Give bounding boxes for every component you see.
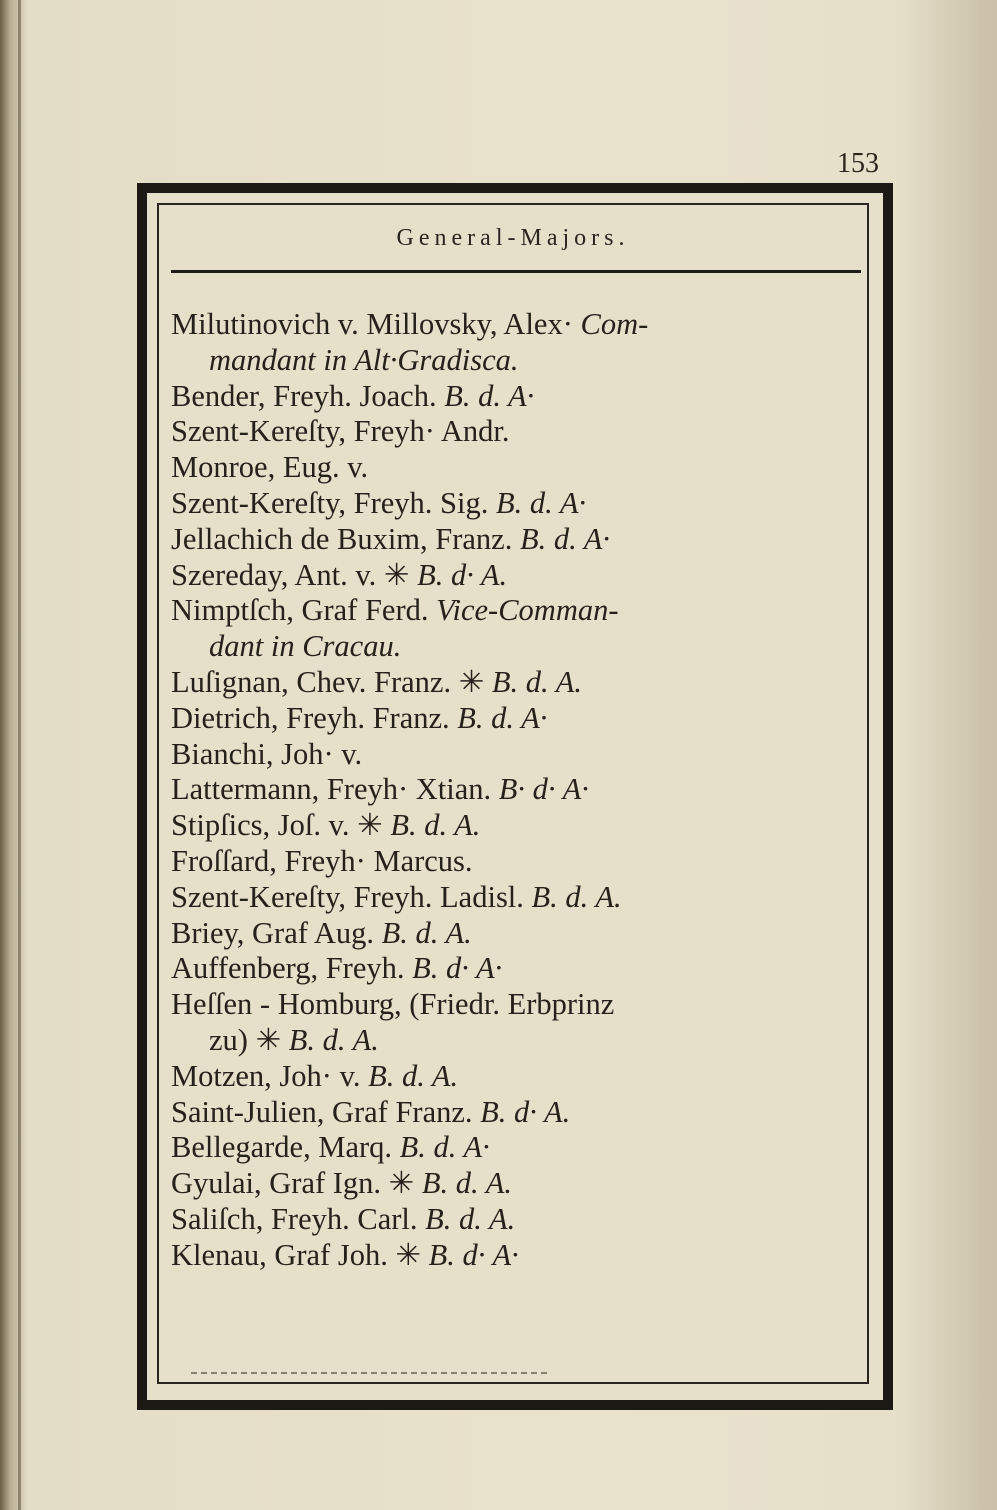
entry-text: Motzen, Joh· v. (171, 1058, 369, 1093)
entry-text: Jellachich de Buxim, Franz. (171, 521, 520, 556)
entry-text: Bellegarde, Marq. (171, 1130, 400, 1165)
entry-line (171, 951, 863, 987)
entry-continuation-line (171, 343, 863, 379)
entry-text: zu) ✳ (209, 1022, 289, 1057)
entry-text: Bianchi, Joh· v. (171, 736, 363, 771)
entry-line (171, 1202, 863, 1238)
entry-line (171, 1166, 863, 1202)
entry-line (171, 808, 863, 844)
entry-italic-text: B. d· A· (412, 951, 503, 986)
entry-italic-text: B. d. A· (496, 485, 587, 520)
entry-italic-text: B. d. A. (531, 879, 622, 914)
entry-italic-text: B. d. A. (421, 1166, 512, 1201)
entry-italic-text: B. d. A· (399, 1130, 490, 1165)
entry-text: Szereday, Ant. v. ✳ (171, 557, 418, 592)
entry-italic-text: Vice-Comman- (436, 593, 619, 628)
inner-frame-border (157, 203, 869, 1384)
entry-italic-text: B. d. A. (425, 1201, 516, 1236)
entry-line (171, 307, 863, 343)
entry-text: Milutinovich v. Millovsky, Alex· (171, 307, 581, 341)
entry-text: Stipſics, Joſ. v. ✳ (171, 808, 391, 843)
entry-continuation-line (171, 629, 863, 665)
entry-text: Saint-Julien, Graf Franz. (171, 1094, 481, 1129)
entry-italic-text: B. d. A. (390, 808, 481, 843)
entry-text: Szent-Kereſty, Freyh· Andr. (171, 414, 510, 449)
entry-line (171, 880, 863, 916)
entry-text: Szent-Kereſty, Freyh. Ladisl. (171, 879, 532, 914)
entry-text: Dietrich, Freyh. Franz. (171, 700, 458, 735)
entry-line (171, 450, 863, 486)
section-header: General-Majors. (396, 225, 630, 251)
entry-line (171, 987, 863, 1023)
entry-line (171, 1095, 863, 1131)
entry-italic-text: B. d. A. (288, 1022, 379, 1057)
entry-line (171, 1059, 863, 1095)
page-number: 153 (837, 148, 879, 179)
entry-text: Saliſch, Freyh. Carl. (171, 1201, 426, 1236)
gutter-shadow (18, 0, 21, 1510)
entry-text: Lattermann, Freyh· Xtian. (171, 772, 499, 807)
entry-text: Gyulai, Graf Ign. ✳ (171, 1166, 422, 1201)
entry-line (171, 1238, 863, 1274)
entry-text: Nimptſch, Graf Ferd. (171, 593, 437, 628)
entry-italic-text: B. d. A· (457, 700, 548, 735)
entry-line (171, 916, 863, 952)
entry-text: Auffenberg, Freyh. (171, 951, 413, 986)
entry-italic-text: B. d. A. (381, 915, 472, 950)
entry-text: Klenau, Graf Joh. ✳ (171, 1237, 429, 1272)
entry-text: Bender, Freyh. Joach. (171, 378, 445, 413)
entry-italic-text: B. d· A. (480, 1094, 571, 1129)
entry-text: Froſſard, Freyh· Marcus. (171, 843, 473, 878)
entry-italic-text: B. d. A. (368, 1058, 459, 1093)
entry-italic-text: B. d· A· (428, 1237, 519, 1272)
entry-italic-text: B. d. A. (491, 664, 582, 699)
entry-italic-text: B. d. A· (444, 378, 535, 413)
entry-continuation-line (171, 1023, 863, 1059)
entry-line (171, 844, 863, 880)
entry-text: Heſſen - Homburg, (Friedr. Erbprinz (171, 987, 615, 1022)
entry-text: Szent-Kereſty, Freyh. Sig. (171, 485, 496, 520)
entry-line (171, 1130, 863, 1166)
entry-italic-text: B· d· A· (498, 772, 589, 807)
entry-line (171, 522, 863, 558)
entry-line (171, 486, 863, 522)
entry-line (171, 414, 863, 450)
entry-line (171, 772, 863, 808)
header-rule (171, 270, 861, 273)
bottom-dashed-rule (191, 1372, 547, 1374)
entry-italic-text: B. d· A. (417, 557, 508, 592)
entry-line (171, 701, 863, 737)
entry-line (171, 665, 863, 701)
entry-line (171, 558, 863, 594)
entry-line (171, 593, 863, 629)
entry-text: Monroe, Eug. v. (171, 450, 369, 485)
entry-list (171, 307, 863, 1274)
entry-italic-text: Com- (580, 307, 649, 341)
entry-line (171, 379, 863, 415)
entry-italic-text: mandant in Alt·Gradisca. (209, 342, 519, 377)
entry-italic-text: B. d. A· (519, 521, 611, 556)
entry-italic-text: dant in Cracau. (209, 629, 402, 664)
list-frame (137, 183, 893, 1410)
entry-line (171, 737, 863, 773)
entry-text: Luſignan, Chev. Franz. ✳ (171, 664, 492, 699)
entry-text: Briey, Graf Aug. (171, 915, 382, 950)
